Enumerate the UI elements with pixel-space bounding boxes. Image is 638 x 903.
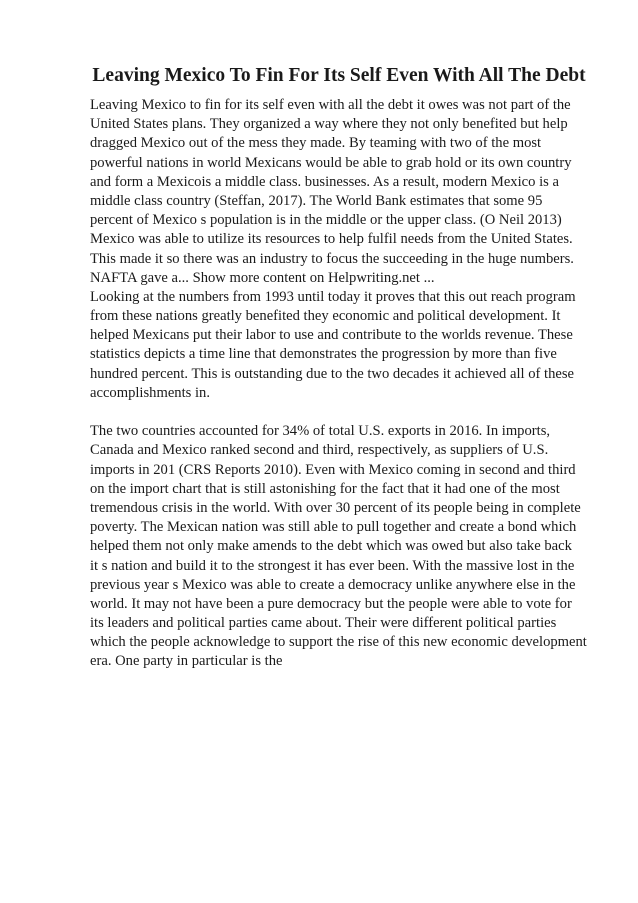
text-line: which the people acknowledge to support the rise of this new economic development [90,634,587,651]
text-line: Leaving Mexico to fin for its self even with all the debt it owes was not part of the [90,97,571,113]
text-line: it s nation and build it to the strongest it has ever been. With the massive lost in the [90,557,575,574]
show-more-line: NAFTA gave a... Show more content on Helpwriting.net ... [90,269,435,286]
text-line: world. It may not have been a pure democracy but the people were able to vote for [90,595,572,612]
text-line: on the import chart that is still astonishing for the fact that it had one of the most [90,480,560,497]
text-line: imports in 201 (CRS Reports 2010). Even with Mexico coming in second and third [90,461,576,478]
text-line: The two countries accounted for 34% of total U.S. exports in 2016. In imports, [90,423,551,440]
document-title: Leaving Mexico To Fin For Its Self Even With All The Debt [92,65,586,86]
text-line: its leaders and political parties came about. Their were different political parties [90,615,557,632]
text-line: percent of Mexico s population is in the middle or the upper class. (O Neil 2013) [90,212,562,229]
paragraph-2 [90,288,590,403]
document-body [90,96,590,672]
text-line: helped them not only make amends to the debt which was owed but also take back [90,538,572,555]
text-line: tremendous crisis in the world. With over 30 percent of its people being in complete [90,499,581,516]
text-line: accomplishments in. [90,384,210,401]
text-line: poverty. The Mexican nation was still able to pull together and create a bond which [90,519,577,536]
text-line: from these nations greatly benefited they economic and political development. It [90,308,561,325]
text-line: Mexico was able to utilize its resources to help fulfil needs from the United States. [90,231,573,248]
text-line: previous year s Mexico was able to create a democracy unlike anywhere else in the [90,576,576,593]
text-line: powerful nations in world Mexicans would be able to grab hold or its own country [90,154,572,171]
text-line: hundred percent. This is outstanding due to the two decades it achieved all of these [90,365,575,382]
text-line: dragged Mexico out of the mess they made. By teaming with two of the most [90,135,542,152]
text-line: statistics depicts a time line that demonstrates the progression by more than five [90,346,557,363]
text-line: and form a Mexicois a middle class. businesses. As a result, modern Mexico is a [90,173,559,190]
text-line: United States plans. They organized a way where they not only benefited but help [90,116,568,133]
text-line: middle class country (Steffan, 2017). The World Bank estimates that some 95 [90,192,543,209]
text-line: This made it so there was an industry to focus the succeeding in the huge numbers. [90,250,574,267]
text-line: helped Mexicans put their labor to use and contribute to the worlds revenue. These [90,327,573,344]
paragraph-spacer [90,403,590,422]
paragraph-1 [90,96,590,288]
text-line: Looking at the numbers from 1993 until today it proves that this out reach program [90,288,576,305]
text-line: era. One party in particular is the [90,653,283,670]
text-line: Canada and Mexico ranked second and third, respectively, as suppliers of U.S. [90,442,549,459]
paragraph-3 [90,422,590,671]
